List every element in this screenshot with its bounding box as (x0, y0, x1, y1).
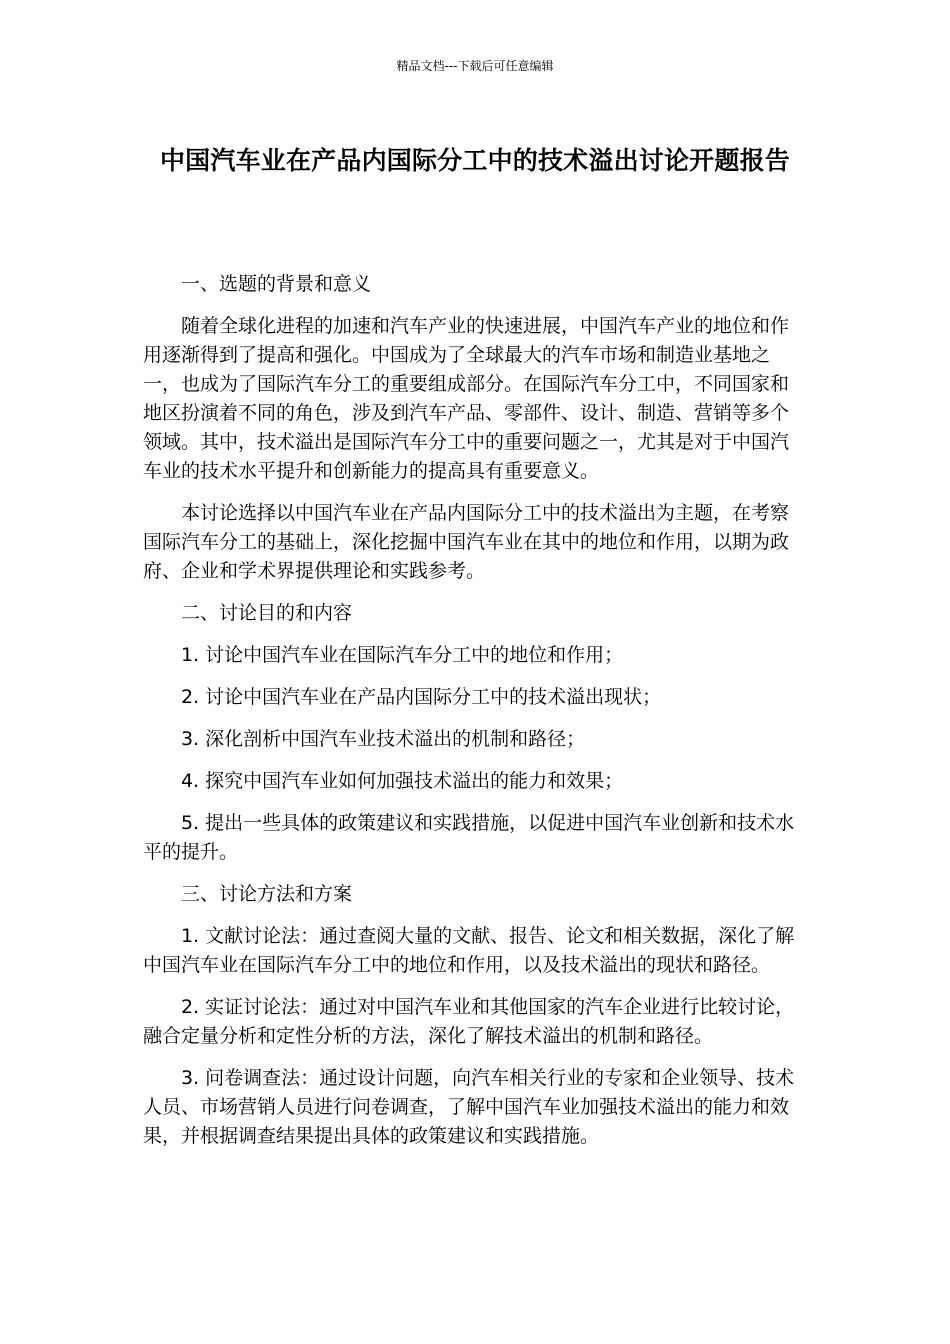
list-item-method-3: 3. 问卷调查法：通过设计问题，向汽车相关行业的专家和企业领导、技术人员、市场营销人员进行问卷调查，了解中国汽车业加强技术溢出的能力和效果，并根据调查结果提出具体的政策建议和实践措施。 (143, 1067, 795, 1147)
document-body (143, 270, 807, 1164)
page-header-watermark: 精品文档---下载后可任意编辑 (396, 59, 554, 73)
section-heading-goals: 二、讨论目的和内容 (181, 602, 353, 624)
list-item-goal-4: 4. 探究中国汽车业如何加强技术溢出的能力和效果； (181, 770, 624, 792)
document-title: 中国汽车业在产品内国际分工中的技术溢出讨论开题报告 (159, 146, 790, 175)
list-item-method-1: 1. 文献讨论法：通过查阅大量的文献、报告、论文和相关数据，深化了解中国汽车业在国际汽车分工中的地位和作用，以及技术溢出的现状和路径。 (143, 925, 795, 976)
list-item-goal-3: 3. 深化剖析中国汽车业技术溢出的机制和路径； (181, 728, 586, 750)
section-heading-background: 一、选题的背景和意义 (181, 273, 372, 295)
list-item-method-2: 2. 实证讨论法：通过对中国汽车业和其他国家的汽车企业进行比较讨论，融合定量分析和定性分析的方法，深化了解技术溢出的机制和路径。 (143, 996, 795, 1047)
section-heading-methods: 三、讨论方法和方案 (181, 883, 353, 905)
list-item-goal-2: 2. 讨论中国汽车业在产品内国际分工中的技术溢出现状； (181, 686, 662, 708)
list-item-goal-1: 1. 讨论中国汽车业在国际汽车分工中的地位和作用； (181, 644, 624, 666)
list-item-goal-5: 5. 提出一些具体的政策建议和实践措施，以促进中国汽车业创新和技术水平的提升。 (143, 812, 795, 863)
paragraph-topic: 本讨论选择以中国汽车业在产品内国际分工中的技术溢出为主题，在考察国际汽车分工的基础上，深化挖掘中国汽车业在其中的地位和作用，以期为政府、企业和学术界提供理论和实践参考。 (143, 502, 790, 582)
paragraph-background: 随着全球化进程的加速和汽车产业的快速进展，中国汽车产业的地位和作用逐渐得到了提高和强化。中国成为了全球最大的汽车市场和制造业基地之一，也成为了国际汽车分工的重要组成部分。在国际汽车分工中，不同国家和地区扮演着不同的角色，涉及到汽车产品、零部件、设计、制造、营销等多个领域。其中，技术溢出是国际汽车分工中的重要问题之一，尤其是对于中国汽车业的技术水平提升和创新能力的提高具有重要意义。 (143, 315, 790, 482)
